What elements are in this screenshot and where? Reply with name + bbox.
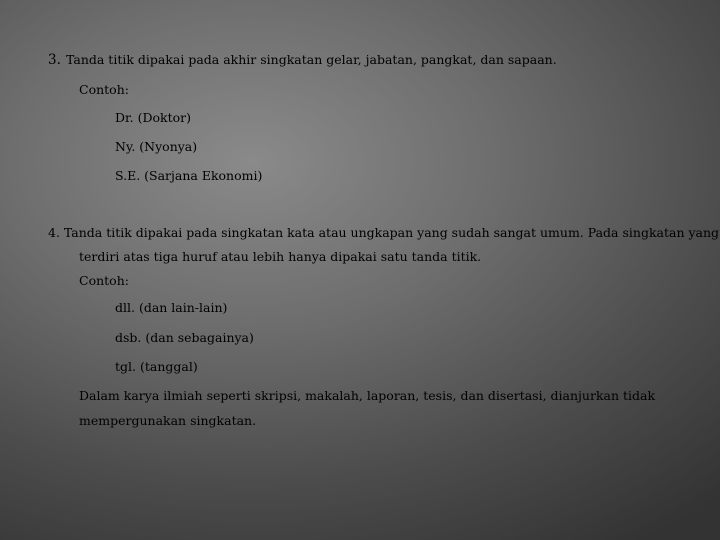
item-4-example: tgl. (tanggal) [115,359,198,374]
item-4-example: dll. (dan lain-lain) [115,300,228,315]
item-4-note-line2: mempergunakan singkatan. [79,413,257,428]
item-3-example: Dr. (Doktor) [115,110,191,125]
item-4-contoh-label: Contoh: [79,273,129,288]
item-3-text: Tanda titik dipakai pada akhir singkatan gelar, jabatan, pangkat, dan sapaan. [66,52,557,67]
item-4-text-line1: 4. Tanda titik dipakai pada singkatan kata atau ungkapan yang sudah sangat umum. Pada singkatan yang [48,225,720,240]
item-4-example: dsb. (dan sebagainya) [115,330,254,345]
item-4-note-line1: Dalam karya ilmiah seperti skripsi, makalah, laporan, tesis, dan disertasi, dianjurkan tidak [79,388,656,403]
item-3-example: Ny. (Nyonya) [115,139,198,154]
item-3-contoh-label: Contoh: [79,82,129,97]
item-3-example: S.E. (Sarjana Ekonomi) [115,168,263,183]
item-3-number: 3. [48,52,61,68]
item-4-text-line2: terdiri atas tiga huruf atau lebih hanya dipakai satu tanda titik. [79,249,482,264]
